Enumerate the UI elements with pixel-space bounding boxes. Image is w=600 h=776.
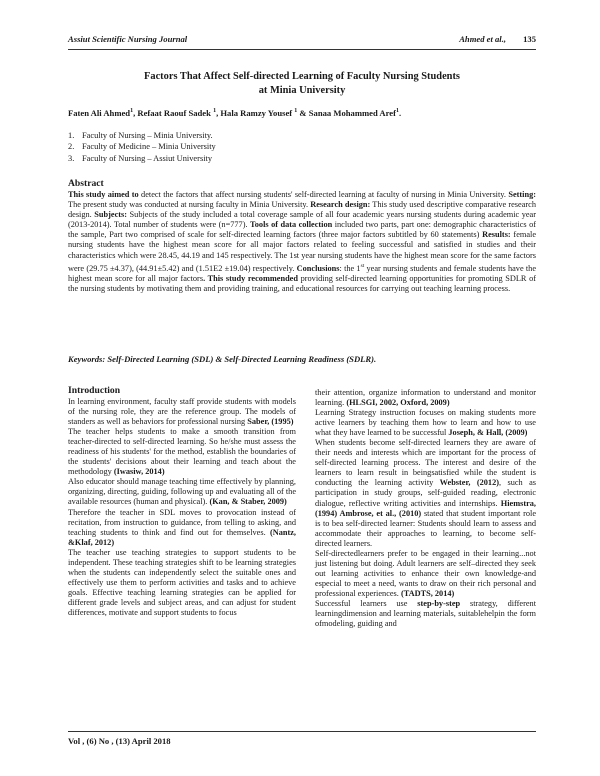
- paragraph: [315, 408, 536, 438]
- author-name: Hala Ramzy Yousef: [220, 108, 295, 118]
- paragraph-text: Also educator should manage teaching time effectively by planning, organizing, directing, guiding, following up and evaluating all of the available resources (human and physical).: [68, 477, 296, 507]
- paragraph-text: The teacher use teaching strategies to support students to be independent. These teaching strategies shift to be learning strategies when the students can independently select the suitable ones and effectively use them to perform activities and tasks and to achieve goals. Effective teaching learning strategies can be applied for different grade levels and subject areas, and can adjust for student differences, motivate and support students to focus: [68, 547, 296, 617]
- paragraph-text: The teacher helps students to make a smooth transition from teacher-directed to self-directed learning. So he/she must assess the readiness of his students' for the method, establish the boundaries of the students' decisions about their learning and teach about the methodology: [68, 427, 296, 477]
- keywords: Keywords: Self-Directed Learning (SDL) & Self-Directed Learning Readiness (SDLR).: [68, 354, 377, 364]
- abstract-design-label: Research design:: [310, 200, 371, 210]
- affiliation-item: [68, 141, 536, 152]
- paragraph: [68, 477, 296, 507]
- paragraph-text: Successful learners use: [315, 598, 418, 608]
- paragraph-text: , such as participation in study groups, self-guided reading, electronic dialogue, reflective writing activities and internships.: [315, 478, 536, 508]
- affiliation-list: [68, 130, 536, 164]
- title-line-2: at Minia University: [258, 84, 346, 96]
- abstract-aim-text: detect the factors that affect nursing students' self-directed learning at faculty of nursing in Minia University.: [138, 190, 509, 199]
- citation: Joseph, & Hall, (2009): [448, 428, 528, 438]
- abstract-aim-label: This study aimed to: [68, 190, 139, 199]
- paragraph-text: Self-directedlearners prefer to be engaged in their learning...not just listening but doing. Adult learners are self–directed they seek out learning activities to enhance their own knowledge-and especial to meet a need, wants to draw on their rich personal and professional experiences.: [315, 548, 536, 598]
- abstract-conclusions-text: year nursing students and female students have the highest mean score for all major factors: [68, 263, 537, 283]
- abstract-setting-label: Setting:: [508, 190, 536, 199]
- paragraph: [315, 549, 536, 599]
- affiliation-number: 2.: [68, 142, 75, 152]
- citation: (Kan, & Staber, 2009): [209, 497, 287, 507]
- paragraph-text: stated that student important role is to bea self-directed learner: Students should learn to assess and accommodate their approaches to learning, to become self-directed learners.: [315, 508, 536, 548]
- citation: (HLSGI, 2002, Oxford, 2009): [346, 398, 450, 408]
- author-affiliation-mark: 1: [395, 108, 399, 115]
- affiliation-number: 3.: [68, 153, 75, 163]
- abstract-tools-text: included two parts, part one: demographic characteristics of the sample, Part two comprised of scale for self-directed learning factors (three major factors subtitled by 60 statements): [68, 220, 536, 240]
- abstract-subjects-text: Subjects of the study included a total coverage sample of all four academic years nursing students during academic year (2013-2014). Total number of students were (n=777).: [68, 210, 537, 230]
- abstract-conclusions-text: : the 1: [339, 263, 361, 273]
- abstract-heading: Abstract: [68, 178, 104, 189]
- paragraph-text: Learning Strategy instruction focuses on making students more active learners by teaching them how to learn and how to use what they have learned to be successful: [315, 408, 536, 438]
- title-line-1: Factors That Affect Self-directed Learning of Faculty Nursing Students: [144, 71, 460, 82]
- abstract-results-label: Results:: [482, 230, 511, 240]
- paragraph: [315, 599, 536, 629]
- abstract-conclusions-label: Conclusions: [296, 263, 340, 273]
- paragraph-text: Therefore the teacher in SDL moves to provocation instead of recitation, from instruction to guidance, from telling to asking, and teaching students to think and find out for themselves.: [68, 507, 296, 537]
- paragraph: [68, 508, 296, 548]
- paragraph: [315, 438, 536, 549]
- author-list: [68, 108, 536, 118]
- citation: (Nantz, &Klaf, 2012): [68, 527, 296, 547]
- right-column: [315, 388, 536, 629]
- emphasis: step-by-step: [417, 598, 461, 608]
- affiliation-number: 1.: [68, 131, 75, 140]
- paragraph-text: When students become self-directed learners they are aware of their needs and interests which are important for the process of self-directed learning process. The interest and desire of the learners to learn result in beingsatisfied while the student is conducting the learning activity: [315, 438, 536, 488]
- author-name: Faten Ali Ahmed: [68, 108, 131, 118]
- abstract-body: [68, 190, 536, 294]
- abstract-recommended-text: providing self-directed learning opportunities for promoting SDLR of the nursing students by motivating them and providing training, and educational resources for carrying out teaching learning process.: [68, 273, 537, 293]
- abstract-design-text: This study used descriptive comparative research design.: [68, 200, 536, 220]
- affiliation-item: [68, 130, 536, 141]
- header-rule: [68, 49, 536, 50]
- introduction-heading: Introduction: [68, 385, 121, 396]
- author-separator: &: [297, 108, 309, 118]
- paragraph: [68, 397, 296, 427]
- citation: (TADTS, 2014): [400, 588, 455, 598]
- affiliation-text: Faculty of Nursing – Assiut University: [82, 153, 213, 163]
- abstract-tools-label: Tools of data collection: [250, 220, 333, 230]
- author-separator: ,: [216, 108, 221, 118]
- abstract-subjects-label: Subjects:: [94, 210, 128, 220]
- affiliation-item: [68, 153, 536, 164]
- left-column: [68, 385, 296, 618]
- paragraph-text: strategy, different learningdimension and learning materials, suitablehelpin the form ofmodeling, guiding and: [315, 598, 536, 629]
- author-affiliation-mark: 1: [130, 108, 134, 115]
- author-affiliation-mark: 1: [213, 108, 217, 115]
- author-name: Sanaa Mohammed Aref: [308, 108, 396, 118]
- page-number: 135: [523, 34, 536, 44]
- paragraph: [315, 388, 536, 408]
- running-head: [68, 34, 536, 48]
- affiliation-text: Faculty of Medicine – Minia University: [82, 142, 216, 152]
- paragraph-text: In learning environment, faculty staff provide students with models of the nursing role, they are the reference group. The models of standers as well as behaviors for professional nursing: [68, 397, 296, 427]
- abstract-recommended-label: . This study recommended: [203, 273, 298, 283]
- author-separator: ,: [133, 108, 138, 118]
- footer-rule: [68, 731, 536, 732]
- abstract-setting-text: The present study was conducted at nursing faculty in Minia University.: [68, 200, 311, 210]
- abstract-results-text: female nursing students have the highest mean score for all major factors related to feeling successful and satisfied in studies and their characteristics which were 28.45, 44.19 and 145 respectively. The 1st year nursing students have the highest mean score for the same factors were (29.75 ±4.37), (44.91±5.42) and (1.51E2 ±19.04) respectively.: [68, 230, 537, 273]
- running-authors: Ahmed et al.,: [459, 34, 506, 44]
- citation: (Iwasiw, 2014): [113, 467, 165, 477]
- paper-title: [68, 70, 536, 97]
- paragraph-text: their attention, organize information to understand and monitor learning.: [315, 388, 536, 408]
- author-name: Refaat Raouf Sadek: [137, 108, 214, 118]
- affiliation-text: Faculty of Nursing – Minia University.: [82, 131, 213, 140]
- journal-name: Assiut Scientific Nursing Journal: [68, 34, 188, 44]
- author-separator: .: [398, 108, 402, 118]
- footer-volume: Vol , (6) No , (13) April 2018: [68, 736, 171, 746]
- citation: Webster, (2012): [439, 478, 499, 488]
- paragraph: [68, 427, 296, 477]
- author-affiliation-mark: 1: [294, 108, 298, 115]
- paragraph: [68, 548, 296, 618]
- abstract-ordinal-suffix: st: [360, 262, 365, 269]
- citation: Hiemstra, (1994) Ambrose, et al., (2010): [315, 498, 536, 518]
- citation: Saber, (1995): [247, 417, 294, 427]
